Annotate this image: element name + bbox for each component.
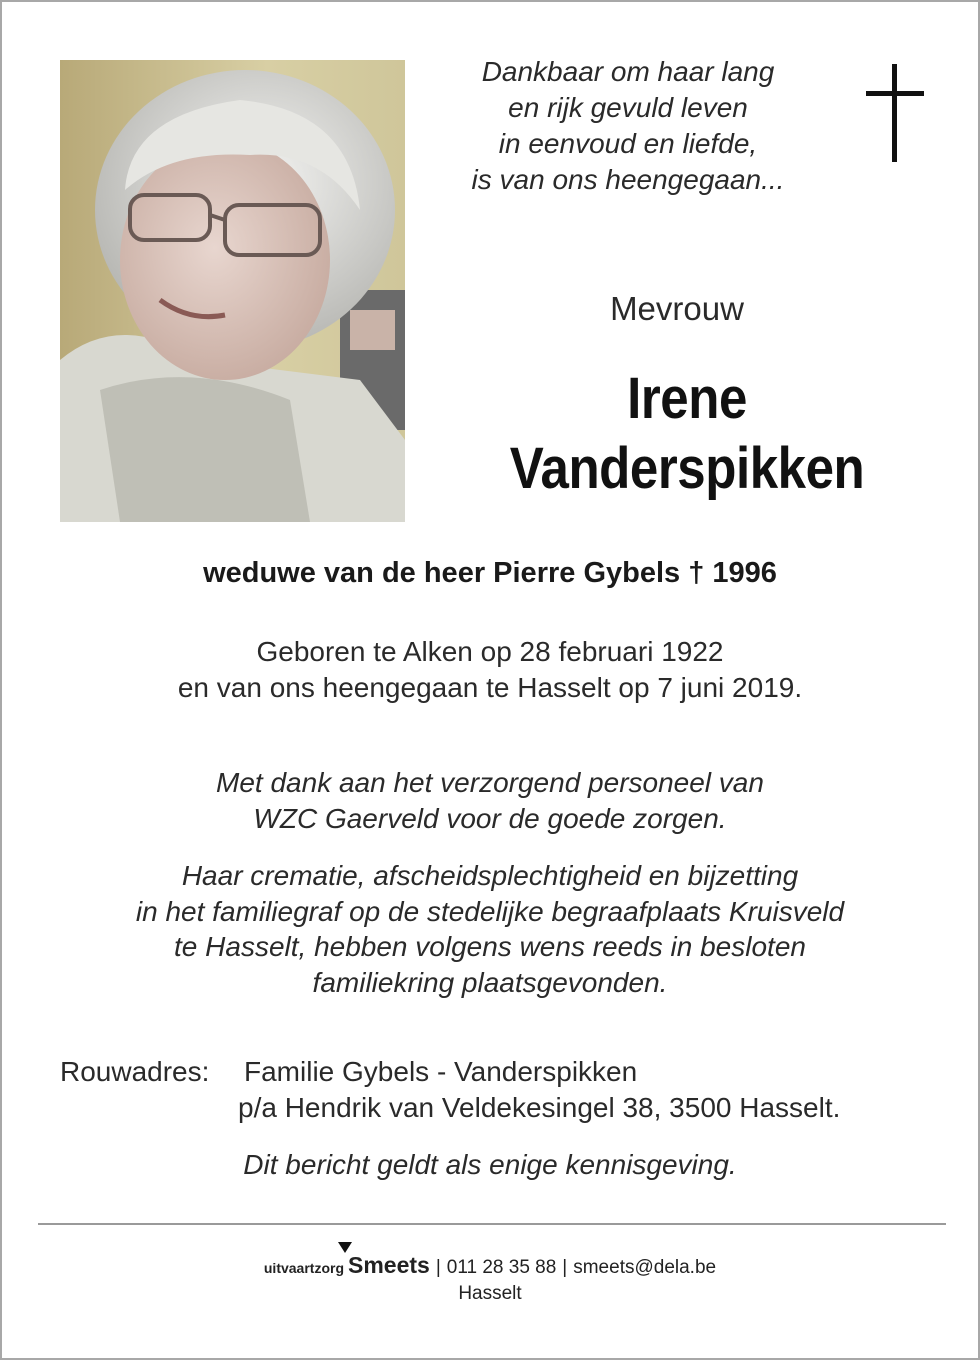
thanks-text [2,765,978,837]
brand-name: Smeets [348,1252,430,1278]
triangle-icon [338,1242,352,1253]
notice-text: Dit bericht geldt als enige kennisgeving. [243,1149,737,1180]
birth-line: Geboren te Alken op 28 februari 1922 [256,636,724,667]
poem-line: Dankbaar om haar lang [481,56,775,87]
footer-phone: 011 28 35 88 [446,1257,557,1278]
cremation-line: Haar crematie, afscheidsplechtigheid en bijzetting [181,860,799,891]
poem [422,54,834,198]
address-line: p/a Hendrik van Veldekesingel 38, 3500 Hasselt. [238,1092,841,1123]
poem-line: is van ons heengegaan... [471,164,785,195]
death-line: en van ons heengegaan te Hasselt op 7 juni 2019. [177,672,803,703]
first-name: Irene [627,366,747,431]
thanks-line: WZC Gaerveld voor de goede zorgen. [253,803,727,834]
salutation: Mevrouw [610,290,744,327]
portrait-photo [60,60,405,522]
footer-city: Hasselt [458,1283,522,1304]
footer-separator: | [562,1257,568,1278]
mourning-address [60,1054,960,1126]
poem-line: en rijk gevuld leven [508,92,748,123]
thanks-line: Met dank aan het verzorgend personeel van [216,767,764,798]
funeral-home-footer [2,1252,978,1305]
footer-separator: | [435,1257,441,1278]
divider [38,1223,946,1225]
footer-prefix: uitvaartzorg [263,1260,344,1276]
deceased-name [463,364,912,504]
cremation-line: te Hasselt, hebben volgens wens reeds in besloten [174,931,806,962]
poem-line: in eenvoud en liefde, [498,128,758,159]
address-line: Familie Gybels - Vanderspikken [244,1056,638,1087]
birth-death-info [2,634,978,706]
address-label: Rouwadres: [60,1056,210,1087]
widow-line: weduwe van de heer Pierre Gybels † 1996 [203,557,777,589]
last-name: Vanderspikken [509,436,865,501]
cremation-line: familiekring plaatsgevonden. [312,966,668,998]
cremation-line: in het familiegraf op de stedelijke begraafplaats Kruisveld [135,895,845,927]
footer-email: smeets@dela.be [573,1257,717,1278]
cremation-text [2,858,978,1000]
brand-logo [348,1252,430,1279]
cross-icon [866,64,924,162]
